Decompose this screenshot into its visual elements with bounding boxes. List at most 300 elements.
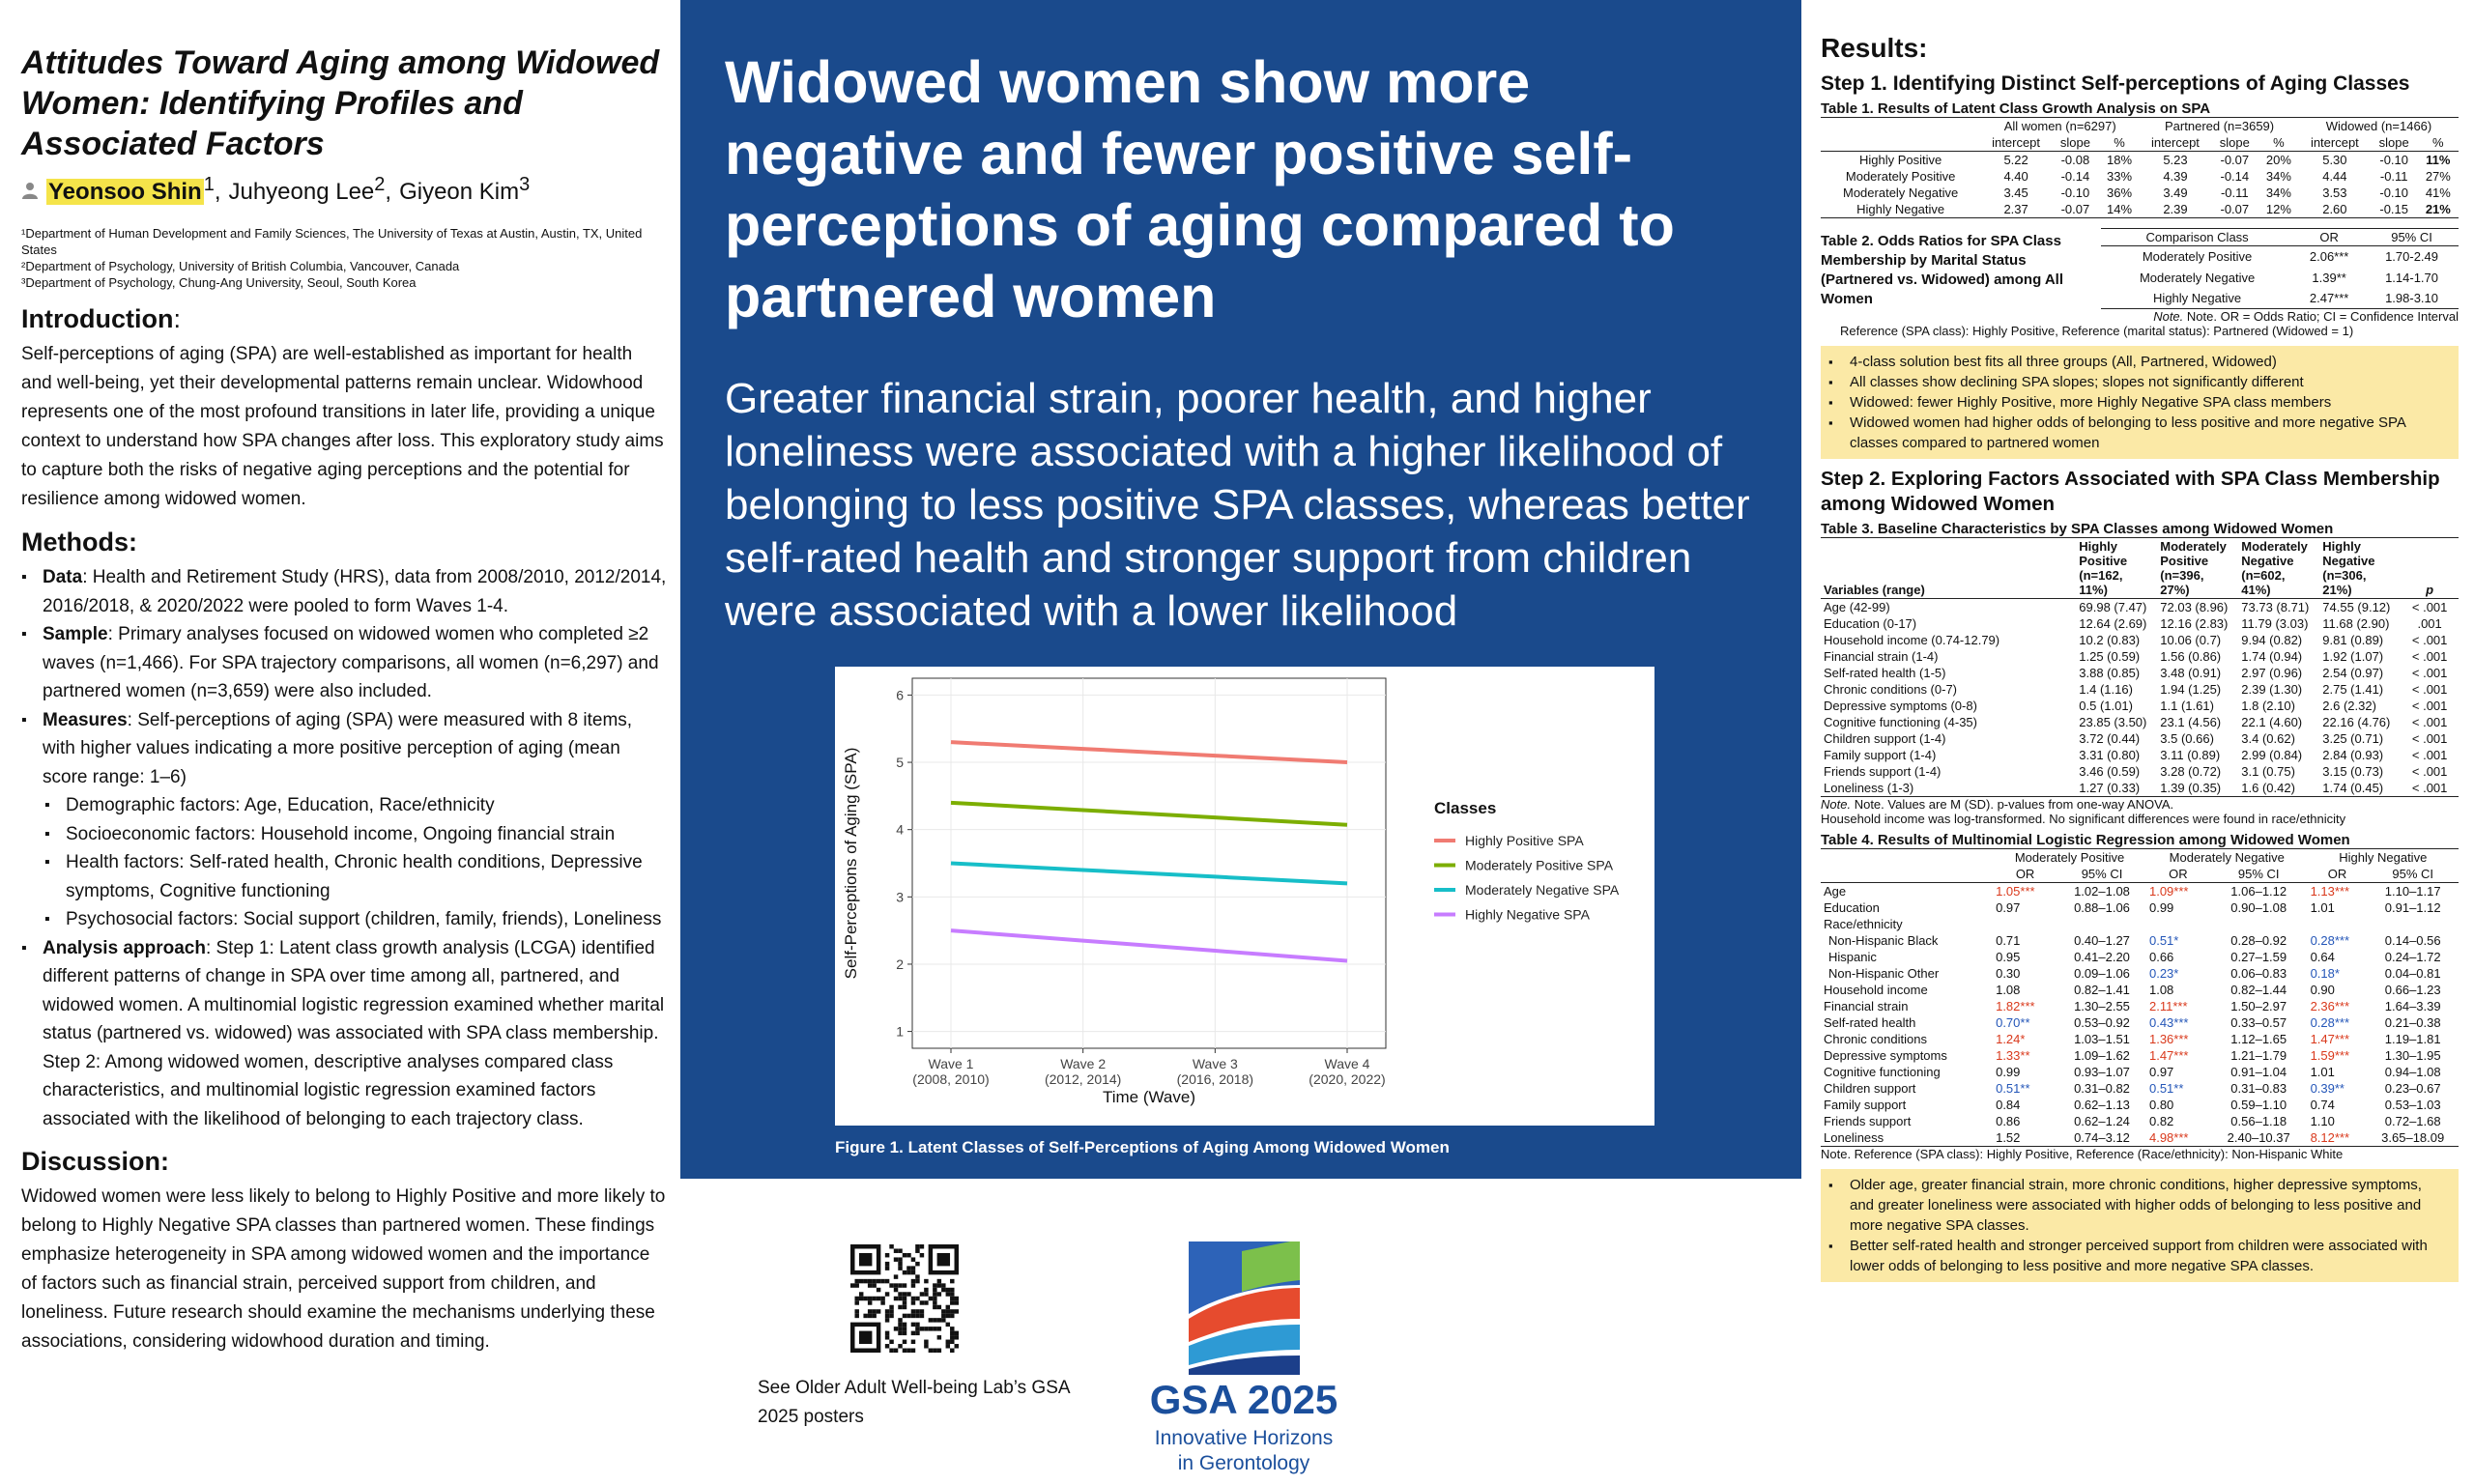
- cell-ci: 0.33–0.57: [2230, 1015, 2287, 1030]
- cell: 22.16 (4.76): [2322, 715, 2391, 729]
- cell-or: 0.97: [2148, 1065, 2174, 1079]
- summary-item: ▪ Older age, greater financial strain, more chronic conditions, higher depressive symptoms, and greater loneliness were associated with higher odds of belonging to less positive and more negative SPA classes.: [1828, 1175, 2449, 1236]
- cell-ci: 1.06–1.12: [2230, 884, 2287, 899]
- cell: 1.27 (0.33): [2079, 781, 2141, 795]
- x-axis-label: Time (Wave): [1102, 1088, 1196, 1106]
- cell-ci: 0.74–3.12: [2074, 1130, 2130, 1145]
- cell-or: 1.24*: [1996, 1032, 2026, 1046]
- cell: 3.49: [2163, 186, 2188, 200]
- cell-or: 1.08: [2148, 983, 2174, 997]
- row-label: Loneliness (1-3): [1824, 781, 1914, 795]
- cell: -0.15: [2379, 202, 2409, 216]
- table2-note-2: Reference (SPA class): Highly Positive, Reference (marital status): Partnered (Widowed = 1): [1840, 324, 2354, 338]
- row-label: Friends support (1-4): [1824, 764, 1942, 779]
- cell: 11%: [2426, 153, 2451, 167]
- table-row: [1821, 982, 2459, 998]
- t1-group: Widowed (n=1466): [2325, 119, 2432, 133]
- cell-or: 0.97: [1996, 900, 2021, 915]
- table-row: [1821, 998, 2459, 1014]
- t3-header: Moderately Positive (n=396, 27%): [2160, 539, 2227, 597]
- methods-sample: ▪ Sample: Primary analyses focused on widowed women who completed ≥2 waves (n=1,466). For SPA trajectory comparisons, all women (n=6,297) and partnered women (n=3,659) were also included.: [21, 620, 667, 706]
- row-label: Cognitive functioning (4-35): [1824, 715, 1977, 729]
- cell: 3.88 (0.85): [2079, 666, 2141, 680]
- qr-caption: See Older Adult Well-being Lab’s GSA 2025 posters: [758, 1378, 1070, 1427]
- cell-or: 0.84: [1996, 1098, 2021, 1112]
- t2-header: Comparison Class: [2145, 230, 2249, 244]
- cell-ci: 0.93–1.07: [2074, 1065, 2130, 1079]
- author-line: [21, 174, 667, 206]
- table-row: [1821, 201, 2459, 218]
- t1-subheader: %: [2432, 135, 2444, 150]
- cell-or: 0.66: [2148, 950, 2174, 964]
- table-row: [1821, 648, 2459, 665]
- cell: 4.39: [2163, 169, 2188, 184]
- cell: 1.1 (1.61): [2160, 699, 2214, 713]
- cell-ci: 0.31–0.83: [2230, 1081, 2287, 1096]
- t1-subheader: %: [2273, 135, 2285, 150]
- cell: 74.55 (9.12): [2322, 600, 2391, 614]
- cell: 1.6 (0.42): [2241, 781, 2295, 795]
- cell-or: 0.86: [1996, 1114, 2021, 1128]
- t1-subheader: intercept: [2151, 135, 2200, 150]
- table-row: [1821, 932, 2459, 949]
- cell-or: 1.59***: [2310, 1048, 2350, 1063]
- cell: 2.39: [2163, 202, 2188, 216]
- cell: 23.85 (3.50): [2079, 715, 2147, 729]
- cell: 22.1 (4.60): [2241, 715, 2303, 729]
- summary-item: ▪ All classes show declining SPA slopes; slopes not significantly different: [1828, 372, 2449, 392]
- t1-group: Partnered (n=3659): [2165, 119, 2275, 133]
- table-row: [1821, 698, 2459, 714]
- cell-or: 0.18*: [2310, 966, 2340, 981]
- cell: 2.97 (0.96): [2241, 666, 2303, 680]
- row-label: Depressive symptoms (0-8): [1824, 699, 1977, 713]
- cell: 5.23: [2163, 153, 2188, 167]
- methods-measures: ▪ Measures: Self-perceptions of aging (SPA) were measured with 8 items, with higher values indicating a more positive perception of aging (mean score range: 1–6) ▪ Demographic factors: Age, Education, Race/ethnicity ▪ Socioeconomic factors: Household income, Ongoing financial strain ▪ Health factors: Self-rated health, Chronic health conditions, Depressive symptoms, Cognitive functioning ▪ Psychosocial factors: Social support (children, family, friends), Loneliness: [21, 706, 667, 934]
- cell-ci: 1.09–1.62: [2074, 1048, 2130, 1063]
- row-label: Chronic conditions: [1824, 1032, 1927, 1046]
- cell: 3.1 (0.75): [2241, 764, 2295, 779]
- cell: 3.11 (0.89): [2160, 748, 2221, 762]
- cell-ci: 0.23–0.67: [2384, 1081, 2441, 1096]
- cell: 1.70-2.49: [2385, 249, 2438, 265]
- cell-ci: 3.65–18.09: [2381, 1130, 2445, 1145]
- cell: < .001: [2411, 682, 2448, 697]
- x-tick-sublabel: (2016, 2018): [1176, 1071, 1254, 1087]
- row-label: Loneliness: [1824, 1130, 1884, 1145]
- cell: 3.4 (0.62): [2241, 731, 2295, 746]
- t4-group: Moderately Positive: [2014, 850, 2125, 865]
- t4-subheader: OR: [2015, 867, 2035, 881]
- step1-heading: Step 1. Identifying Distinct Self-perceptions of Aging Classes: [1821, 72, 2410, 95]
- logo-tagline-2: in Gerontology: [1177, 1452, 1310, 1474]
- cell-ci: 0.53–0.92: [2074, 1015, 2130, 1030]
- table-1: [1821, 117, 2459, 218]
- cell-ci: 1.10–1.17: [2384, 884, 2441, 899]
- cell-or: 0.43***: [2148, 1015, 2189, 1030]
- table-row: [2101, 267, 2459, 287]
- cell: 1.98-3.10: [2385, 290, 2438, 305]
- cell-ci: 0.09–1.06: [2074, 966, 2130, 981]
- table-row: [1821, 949, 2459, 965]
- cell-or: 1.05***: [1996, 884, 2035, 899]
- cell-or: 0.51**: [2148, 1081, 2184, 1096]
- cell: .001: [2417, 616, 2442, 631]
- cell: 73.73 (8.71): [2241, 600, 2310, 614]
- cell: 12.16 (2.83): [2160, 616, 2229, 631]
- cell: 4.44: [2322, 169, 2347, 184]
- table-row: [2101, 246, 2459, 268]
- cell-ci: 1.12–1.65: [2230, 1032, 2287, 1046]
- discussion-text: Widowed women were less likely to belong to Highly Positive and more likely to belong to Highly Negative SPA classes than partnered women. These findings emphasize heterogeneity in SPA among widowed women and the importance of factors such as financial strain, perceived support from children, and loneliness. Future research should examine the mechanisms underlying these associations, considering widowhood duration and timing.: [21, 1186, 666, 1352]
- cell-or: 1.47***: [2310, 1032, 2350, 1046]
- cell-ci: 0.40–1.27: [2074, 933, 2130, 948]
- summary-item: ▪ Better self-rated health and stronger perceived support from children were associated with lower odds of belonging to less positive and more negative SPA classes.: [1828, 1236, 2449, 1276]
- t4-group: Highly Negative: [2339, 850, 2428, 865]
- cell-or: 1.01: [2310, 900, 2335, 915]
- row-label: Children support: [1824, 1081, 1916, 1096]
- table-row: [1821, 185, 2459, 201]
- cell: -0.08: [2060, 153, 2090, 167]
- legend-label: Highly Positive SPA: [1465, 833, 1584, 848]
- y-tick-label: 4: [896, 821, 904, 838]
- cell: 3.31 (0.80): [2079, 748, 2141, 762]
- cell-or: 0.39**: [2310, 1081, 2345, 1096]
- row-label: Family support: [1824, 1098, 1907, 1112]
- cell-ci: 1.03–1.51: [2074, 1032, 2130, 1046]
- cell-or: 1.36***: [2148, 1032, 2189, 1046]
- table-row: [1821, 1080, 2459, 1097]
- cell: 36%: [2106, 186, 2133, 200]
- results-heading: Results:: [1821, 33, 1928, 63]
- t4-group: Moderately Negative: [2169, 850, 2285, 865]
- cell-or: 0.99: [1996, 1065, 2021, 1079]
- cell-or: 1.82***: [1996, 999, 2035, 1013]
- cell: 1.39 (0.35): [2160, 781, 2222, 795]
- cell-ci: 0.88–1.06: [2074, 900, 2130, 915]
- cell: 5.22: [2003, 153, 2028, 167]
- cell-or: 0.64: [2310, 950, 2335, 964]
- table2-note-1: Note. Note. OR = Odds Ratio; CI = Confidence Interval: [2153, 309, 2459, 324]
- cell-or: 2.36***: [2310, 999, 2350, 1013]
- row-label: Moderately Positive: [1845, 169, 1956, 184]
- results-column: [1821, 33, 2459, 1282]
- row-label: Race/ethnicity: [1824, 917, 1903, 931]
- subline: Greater financial strain, poorer health, and higher loneliness were associated with a higher likelihood of belonging to less positive SPA classes, whereas better self-rated health and stronger support from children were associated with a lower likelihood: [725, 375, 1750, 635]
- cell-or: 4.98***: [2148, 1130, 2189, 1145]
- t3-header: Highly Negative (n=306, 21%): [2322, 539, 2375, 597]
- row-label: Hispanic: [1828, 950, 1877, 964]
- t1-subheader: %: [2114, 135, 2125, 150]
- cell: 23.1 (4.56): [2160, 715, 2222, 729]
- table-row: [1821, 1113, 2459, 1129]
- row-label: Moderately Positive: [2142, 249, 2253, 265]
- cell: -0.07: [2220, 153, 2250, 167]
- cell-ci: 0.91–1.04: [2230, 1065, 2287, 1079]
- cell-or: 0.28***: [2310, 1015, 2350, 1030]
- row-label: Friends support: [1824, 1114, 1912, 1128]
- poster-title: Attitudes Toward Aging among Widowed Women: Identifying Profiles and Associated Factors: [21, 44, 660, 162]
- x-tick-sublabel: (2012, 2014): [1044, 1071, 1122, 1087]
- cell: 33%: [2106, 169, 2133, 184]
- cell-or: 1.08: [1996, 983, 2021, 997]
- cell-or: 0.90: [2310, 983, 2335, 997]
- cell: 3.48 (0.91): [2160, 666, 2222, 680]
- cell: 3.72 (0.44): [2079, 731, 2141, 746]
- table-row: [1821, 730, 2459, 747]
- cell: 1.92 (1.07): [2322, 649, 2384, 664]
- cell-ci: 0.53–1.03: [2384, 1098, 2441, 1112]
- row-label: Cognitive functioning: [1824, 1065, 1941, 1079]
- step2-summary-box: [1821, 1169, 2459, 1282]
- table-2: [2101, 228, 2459, 309]
- table4-title: Table 4. Results of Multinomial Logistic Regression among Widowed Women: [1821, 832, 2350, 848]
- t3-header: Highly Positive (n=162, 11%): [2079, 539, 2128, 597]
- table-row: [1821, 763, 2459, 780]
- row-label: Education (0-17): [1824, 616, 1917, 631]
- cell: -0.11: [2220, 186, 2249, 200]
- cell-ci: 0.66–1.23: [2384, 983, 2441, 997]
- t1-subheader: intercept: [1992, 135, 2041, 150]
- cell: 18%: [2106, 153, 2133, 167]
- cell-or: 0.51**: [1996, 1081, 2030, 1096]
- cell: -0.07: [2060, 202, 2090, 216]
- cell: 9.81 (0.89): [2322, 633, 2384, 647]
- cell: < .001: [2411, 699, 2448, 713]
- cell: 72.03 (8.96): [2160, 600, 2229, 614]
- cell: 9.94 (0.82): [2241, 633, 2303, 647]
- left-column: [21, 43, 667, 1356]
- cell: 41%: [2425, 186, 2451, 200]
- cell: < .001: [2411, 633, 2448, 647]
- summary-item: ▪ Widowed women had higher odds of belonging to less positive and more negative SPA classes compared to partnered women: [1828, 413, 2449, 453]
- cell-ci: 0.06–0.83: [2230, 966, 2287, 981]
- row-label: Self-rated health: [1824, 1015, 1916, 1030]
- cell-or: 0.51*: [2148, 933, 2179, 948]
- cell: 4.40: [2003, 169, 2028, 184]
- cell-or: 1.52: [1996, 1130, 2021, 1145]
- table-row: [1821, 1129, 2459, 1147]
- t4-subheader: 95% CI: [2392, 867, 2434, 881]
- cell: 14%: [2106, 202, 2133, 216]
- row-label: Non-Hispanic Other: [1828, 966, 1940, 981]
- row-label: Financial strain: [1824, 999, 1909, 1013]
- cell: 2.54 (0.97): [2322, 666, 2384, 680]
- logo-tagline-1: Innovative Horizons: [1154, 1427, 1334, 1449]
- cell: 2.06***: [2309, 249, 2349, 265]
- t4-subheader: 95% CI: [2081, 867, 2123, 881]
- cell: 1.8 (2.10): [2241, 699, 2295, 713]
- cell: 3.25 (0.71): [2322, 731, 2384, 746]
- cell-ci: 1.02–1.08: [2074, 884, 2130, 899]
- cell-or: 1.01: [2310, 1065, 2335, 1079]
- cell: 5.30: [2322, 153, 2347, 167]
- measure-item: ▪ Demographic factors: Age, Education, Race/ethnicity: [44, 791, 667, 820]
- summary-item: ▪ Widowed: fewer Highly Positive, more Highly Negative SPA class members: [1828, 392, 2449, 413]
- cell: 1.94 (1.25): [2160, 682, 2222, 697]
- table-row: [1821, 152, 2459, 169]
- row-label: Depressive symptoms: [1824, 1048, 1947, 1063]
- cell: 1.74 (0.94): [2241, 649, 2303, 664]
- table3-note-1: Note. Note. Values are M (SD). p-values from one-way ANOVA.: [1821, 797, 2174, 812]
- cell: 3.53: [2322, 186, 2347, 200]
- cell-or: 0.99: [2148, 900, 2174, 915]
- cell-ci: 1.21–1.79: [2230, 1048, 2287, 1063]
- y-tick-label: 1: [896, 1023, 904, 1040]
- cell: 1.14-1.70: [2385, 270, 2438, 285]
- row-label: Moderately Negative: [1843, 186, 1959, 200]
- t1-group: All women (n=6297): [2003, 119, 2116, 133]
- table4-note: Note. Reference (SPA class): Highly Positive, Reference (Race/ethnicity): Non-Hispanic White: [1821, 1147, 2344, 1161]
- summary-item: ▪ 4-class solution best fits all three groups (All, Partnered, Widowed): [1828, 352, 2449, 372]
- cell-or: 1.10: [2310, 1114, 2335, 1128]
- logo-name: GSA 2025: [1149, 1377, 1338, 1422]
- cell-ci: 0.62–1.24: [2074, 1114, 2130, 1128]
- cell: -0.10: [2060, 186, 2090, 200]
- cell: 2.60: [2322, 202, 2347, 216]
- cell: -0.14: [2060, 169, 2090, 184]
- cell-ci: 0.27–1.59: [2230, 950, 2287, 964]
- author-1: Yeonsoo Shin $^1$,: [48, 174, 221, 205]
- table-row: [1821, 916, 2459, 932]
- cell-ci: 0.21–0.38: [2384, 1015, 2441, 1030]
- cell-or: 1.47***: [2148, 1048, 2189, 1063]
- cell-or: 0.80: [2148, 1098, 2174, 1112]
- table-row: [1821, 599, 2459, 616]
- table-row: [1821, 1064, 2459, 1080]
- y-tick-label: 6: [896, 687, 904, 703]
- table-row: [1821, 1097, 2459, 1113]
- cell-ci: 0.28–0.92: [2230, 933, 2287, 948]
- cell: 34%: [2265, 186, 2291, 200]
- affiliation-2: ²Department of Psychology, University of British Columbia, Vancouver, Canada: [21, 259, 460, 273]
- table-row: [1821, 965, 2459, 982]
- cell-ci: 0.62–1.13: [2074, 1098, 2130, 1112]
- cell: 2.75 (1.41): [2322, 682, 2384, 697]
- table1-title: Table 1. Results of Latent Class Growth Analysis on SPA: [1821, 100, 2211, 117]
- row-label: Highly Negative: [2153, 290, 2242, 305]
- author-2: Juhyeong Lee$^2$,: [228, 174, 392, 205]
- cell: < .001: [2411, 748, 2448, 762]
- cell: -0.11: [2379, 169, 2408, 184]
- cell: < .001: [2411, 715, 2448, 729]
- cell: -0.10: [2379, 153, 2409, 167]
- table-row: [1821, 780, 2459, 797]
- table-row: [1821, 883, 2459, 900]
- row-label: Self-rated health (1-5): [1824, 666, 1946, 680]
- table-row: [1821, 899, 2459, 916]
- cell: 3.15 (0.73): [2322, 764, 2384, 779]
- cell-or: 1.13***: [2310, 884, 2350, 899]
- measure-item: ▪ Psychosocial factors: Social support (children, family, friends), Loneliness: [44, 905, 667, 934]
- step2-heading: Step 2. Exploring Factors Associated with SPA Class Membership among Widowed Women: [1821, 468, 2440, 515]
- cell: 2.6 (2.32): [2322, 699, 2376, 713]
- table-row: [1821, 1014, 2459, 1031]
- cell-ci: 1.30–2.55: [2074, 999, 2130, 1013]
- row-label: Highly Negative: [1856, 202, 1945, 216]
- table-row: [2101, 288, 2459, 309]
- cell: 1.74 (0.45): [2322, 781, 2384, 795]
- row-label: Education: [1824, 900, 1880, 915]
- cell-ci: 1.19–1.81: [2384, 1032, 2441, 1046]
- row-label: Family support (1-4): [1824, 748, 1937, 762]
- cell: < .001: [2411, 764, 2448, 779]
- cell: -0.07: [2220, 202, 2250, 216]
- cell-or: 0.82: [2148, 1114, 2174, 1128]
- row-label: Chronic conditions (0-7): [1824, 682, 1958, 697]
- t2-header: 95% CI: [2391, 230, 2432, 244]
- cell-or: 8.12***: [2310, 1130, 2350, 1145]
- x-tick-label: Wave 4: [1324, 1056, 1370, 1071]
- table2-title: Table 2. Odds Ratios for SPA Class Membership by Marital Status (Partnered vs. Widowed) among All Women: [1821, 233, 2064, 307]
- table-row: [1821, 681, 2459, 698]
- cell: 2.99 (0.84): [2241, 748, 2303, 762]
- cell: 3.28 (0.72): [2160, 764, 2222, 779]
- cell-ci: 0.14–0.56: [2384, 933, 2441, 948]
- cell-ci: 0.82–1.44: [2230, 983, 2287, 997]
- measure-item: ▪ Health factors: Self-rated health, Chronic health conditions, Depressive symptoms, Cognitive functioning: [44, 848, 667, 905]
- cell-or: 2.11***: [2148, 999, 2188, 1013]
- table-row: [1821, 168, 2459, 185]
- t2-header: OR: [2319, 230, 2339, 244]
- cell-ci: 0.91–1.12: [2384, 900, 2441, 915]
- cell-or: 0.28***: [2310, 933, 2350, 948]
- cell-or: 0.70**: [1996, 1015, 2030, 1030]
- row-label: Children support (1-4): [1824, 731, 1946, 746]
- cell-or: 0.23*: [2148, 966, 2179, 981]
- step1-summary-box: [1821, 346, 2459, 459]
- table-row: [1821, 1047, 2459, 1064]
- cell-ci: 0.59–1.10: [2230, 1098, 2287, 1112]
- cell: < .001: [2411, 781, 2448, 795]
- x-tick-label: Wave 2: [1060, 1056, 1107, 1071]
- cell: 0.5 (1.01): [2079, 699, 2133, 713]
- cell: 1.39**: [2312, 270, 2346, 285]
- cell: 10.2 (0.83): [2079, 633, 2141, 647]
- cell-ci: 0.31–0.82: [2074, 1081, 2130, 1096]
- measures-sublist: [44, 791, 667, 934]
- cell: 3.45: [2003, 186, 2028, 200]
- t3-header: Variables (range): [1824, 583, 1925, 597]
- t1-subheader: intercept: [2310, 135, 2359, 150]
- measure-item: ▪ Socioeconomic factors: Household income, Ongoing financial strain: [44, 820, 667, 849]
- cell: 34%: [2265, 169, 2291, 184]
- cell-ci: 0.56–1.18: [2230, 1114, 2287, 1128]
- introduction-heading: Introduction:: [21, 304, 181, 333]
- t1-subheader: slope: [2378, 135, 2409, 150]
- legend-label: Moderately Positive SPA: [1465, 857, 1614, 873]
- cell-ci: 0.90–1.08: [2230, 900, 2287, 915]
- t1-subheader: slope: [2219, 135, 2250, 150]
- cell: < .001: [2411, 731, 2448, 746]
- cell-ci: 1.64–3.39: [2384, 999, 2441, 1013]
- cell: 11.68 (2.90): [2322, 616, 2390, 631]
- row-label: Household income: [1824, 983, 1928, 997]
- cell: 3.5 (0.66): [2160, 731, 2214, 746]
- cell: 20%: [2265, 153, 2291, 167]
- row-label: Financial strain (1-4): [1824, 649, 1939, 664]
- qr-code-icon[interactable]: [850, 1244, 959, 1353]
- spa-line-chart: [835, 667, 1654, 1126]
- table-row: [1821, 632, 2459, 648]
- affiliations: [21, 225, 667, 291]
- figure-1: [835, 667, 1654, 1126]
- cell: 12%: [2265, 202, 2291, 216]
- y-axis-label: Self-Perceptions of Aging (SPA): [842, 747, 860, 980]
- affiliation-1: ¹Department of Human Development and Family Sciences, The University of Texas at Austin, Austin, TX, United States: [21, 226, 643, 257]
- cell-ci: 0.94–1.08: [2384, 1065, 2441, 1079]
- cell-ci: 0.82–1.41: [2074, 983, 2130, 997]
